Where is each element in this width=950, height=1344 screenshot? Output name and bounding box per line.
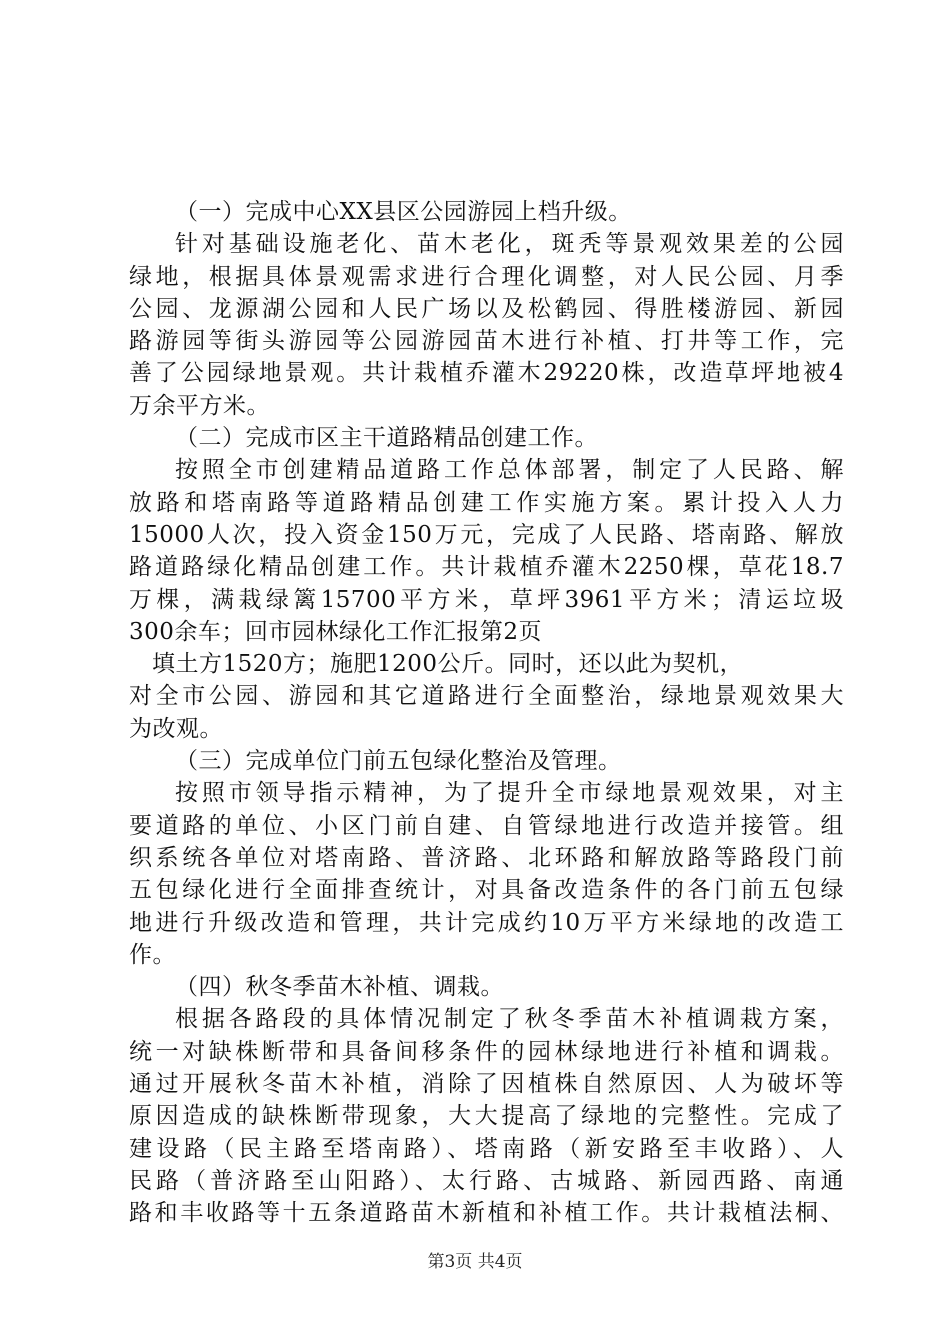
paragraph-line: 民路（普济路至山阳路）、太行路、古城路、新园西路、南通 (129, 1167, 844, 1194)
paragraph-line: 针对基础设施老化、苗木老化，斑秃等景观效果差的公园 (175, 231, 844, 258)
paragraph-line: 原因造成的缺株断带现象，大大提高了绿地的完整性。完成了 (129, 1103, 844, 1130)
paragraph-line: 地进行升级改造和管理，共计完成约10万平方米绿地的改造工 (129, 909, 844, 936)
paragraph-line: 织系统各单位对塔南路、普济路、北环路和解放路等路段门前 (129, 844, 844, 871)
paragraph-line: 五包绿化进行全面排查统计，对具备改造条件的各门前五包绿 (129, 877, 844, 904)
paragraph-line: 善了公园绿地景观。共计栽植乔灌木29220株，改造草坪地被4 (129, 360, 844, 387)
paragraph-line: 按照全市创建精品道路工作总体部署，制定了人民路、解 (175, 457, 844, 484)
paragraph-line: 按照市领导指示精神，为了提升全市绿地景观效果，对主 (175, 780, 844, 807)
paragraph-line: 填土方1520方；施肥1200公斤。同时，还以此为契机， (152, 651, 744, 678)
paragraph-line: 绿地，根据具体景观需求进行合理化调整，对人民公园、月季 (129, 263, 844, 290)
paragraph-line: 通过开展秋冬苗木补植，消除了因植株自然原因、人为破坏等 (129, 1071, 844, 1098)
section-heading-1: （一）完成中心XX县区公园游园上档升级。 (175, 199, 632, 225)
paragraph-line: 15000人次，投入资金150万元，完成了人民路、塔南路、解放 (129, 521, 844, 548)
paragraph-line: 路游园等街头游园等公园游园苗木进行补植、打井等工作，完 (129, 328, 844, 355)
section-heading-2: （二）完成市区主干道路精品创建工作。 (175, 425, 598, 452)
paragraph-line: 根据各路段的具体情况制定了秋冬季苗木补植调栽方案， (175, 1006, 844, 1033)
page-number-label: 第3页 共4页 (427, 1252, 523, 1272)
paragraph-line: 公园、龙源湖公园和人民广场以及松鹤园、得胜楼游园、新园 (129, 295, 844, 322)
section-heading-4: （四）秋冬季苗木补植、调栽。 (175, 974, 504, 1001)
paragraph-line: 建设路（民主路至塔南路）、塔南路（新安路至丰收路）、人 (129, 1135, 844, 1162)
document-body (129, 196, 844, 1230)
section-heading-3: （三）完成单位门前五包绿化整治及管理。 (175, 748, 622, 775)
paragraph-line: 放路和塔南路等道路精品创建工作实施方案。累计投入人力 (129, 489, 844, 516)
paragraph-line: 要道路的单位、小区门前自建、自管绿地进行改造并接管。组 (129, 812, 844, 839)
paragraph-line: 作。 (129, 941, 176, 968)
paragraph-line: 300余车；回市园林绿化工作汇报第2页 (129, 618, 543, 645)
paragraph-line: 路道路绿化精品创建工作。共计栽植乔灌木2250棵，草花18.7 (129, 554, 844, 581)
page-footer (0, 1247, 950, 1272)
paragraph-line: 万余平方米。 (129, 392, 270, 419)
paragraph-line: 万棵，满栽绿篱15700平方米，草坪3961平方米；清运垃圾 (129, 586, 844, 613)
paragraph-line: 路和丰收路等十五条道路苗木新植和补植工作。共计栽植法桐、 (129, 1200, 844, 1227)
paragraph-line: 对全市公园、游园和其它道路进行全面整治，绿地景观效果大 (129, 683, 844, 710)
paragraph-line: 为改观。 (129, 715, 223, 742)
paragraph-line: 统一对缺株断带和具备间移条件的园林绿地进行补植和调栽。 (129, 1038, 844, 1065)
